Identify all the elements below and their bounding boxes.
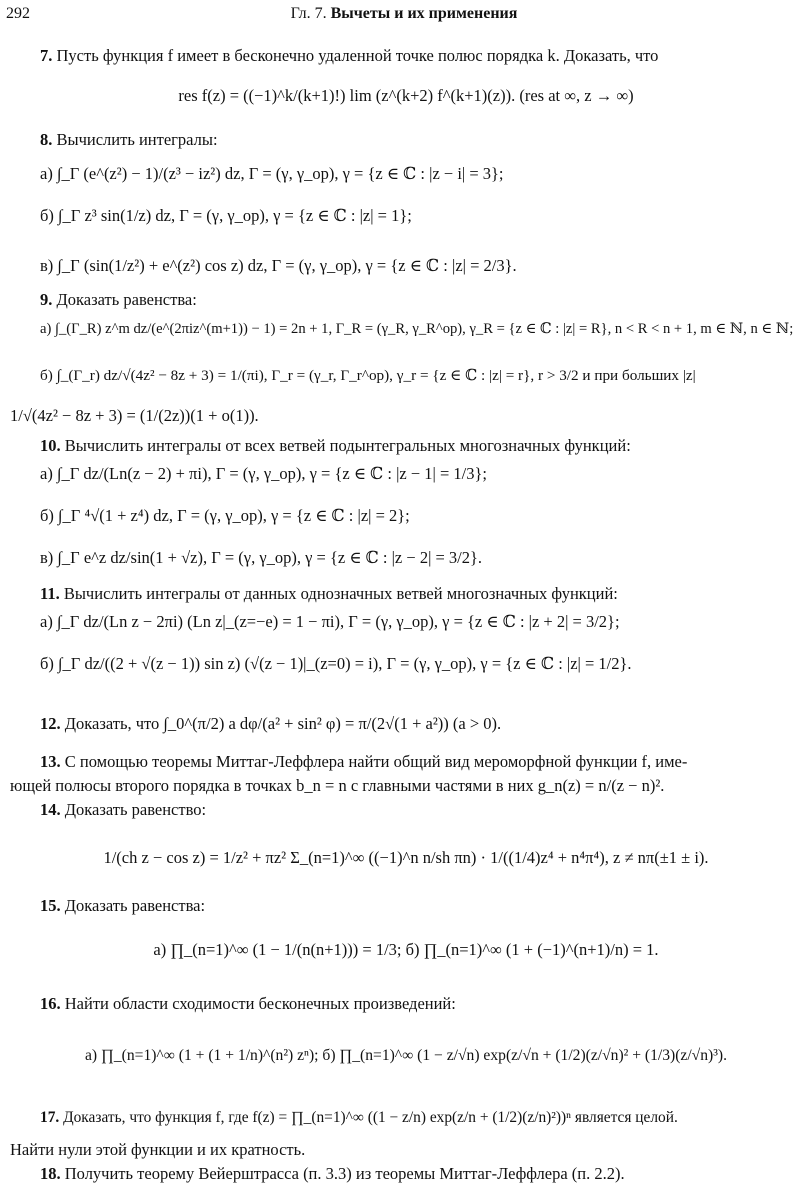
problem-16 xyxy=(0,994,812,1015)
formula: а) ∏_(n=1)^∞ (1 − 1/(n(n+1))) = 1/3; б) ∏_(n=1)^∞ (1 + (−1)^(n+1)/n) = 1. xyxy=(153,940,659,959)
formula: 1/(ch z − cos z) = 1/z² + πz² Σ_(n=1)^∞ ((−1)^n n/sh πn) · 1/((1/4)z⁴ + n⁴π⁴), z ≠ nπ(±1 ± i). xyxy=(103,848,709,867)
chapter-title: Вычеты и их применения xyxy=(330,5,518,22)
formula-item: б) ∫_Γ dz/((2 + √(z − 1)) sin z) (√(z − 1)|_(z=0) = i), Γ = (γ, γ_op), γ = {z ∈ ℂ : |z| = 1/2}. xyxy=(40,654,632,673)
problem-text: Доказать равенства: xyxy=(64,896,206,915)
formula: res f(z) = ((−1)^k/(k+1)!) lim (z^(k+2) f^(k+1)(z)). (res at ∞, z → ∞) xyxy=(178,86,634,105)
formula-item: б) ∫_Γ ⁴√(1 + z⁴) dz, Γ = (γ, γ_op), γ = {z ∈ ℂ : |z| = 2}; xyxy=(40,506,410,525)
problem-9 xyxy=(0,290,812,311)
problem-text: С помощью теоремы Миттаг-Леффлера найти общий вид мероморфной функции f, име- xyxy=(64,752,688,771)
problem-text: Пусть функция f имеет в бесконечно удаленной точке полюс порядка k. Доказать, что xyxy=(56,46,659,65)
problem-number: 12. xyxy=(40,714,61,733)
problem-15 xyxy=(0,896,812,917)
problem-text: Вычислить интегралы от данных однозначных ветвей многозначных функций: xyxy=(63,584,618,603)
formula: а) ∏_(n=1)^∞ (1 + (1 + 1/n)^(n²) zⁿ); б) ∏_(n=1)^∞ (1 − z/√n) exp(z/√n + (1/2)(z/√n)² + (1/3)(z/√n)³). xyxy=(85,1047,727,1064)
problem-number: 15. xyxy=(40,896,61,915)
page-header xyxy=(6,4,802,24)
problem-number: 18. xyxy=(40,1164,61,1183)
running-title xyxy=(6,4,802,24)
problem-text: Вычислить интегралы от всех ветвей подынтегральных многозначных функций: xyxy=(64,436,631,455)
page-number: 292 xyxy=(6,5,30,22)
problem-number: 9. xyxy=(40,290,53,309)
problem-number: 8. xyxy=(40,130,53,149)
problem-14 xyxy=(0,800,812,821)
problem-number: 17. xyxy=(40,1109,60,1126)
formula-item: а) ∫_Γ dz/(Ln(z − 2) + πi), Γ = (γ, γ_op), γ = {z ∈ ℂ : |z − 1| = 1/3}; xyxy=(40,464,488,483)
problem-number: 11. xyxy=(40,584,60,603)
problem-10 xyxy=(0,436,812,457)
problem-18 xyxy=(0,1164,812,1185)
formula-item: а) ∫_Γ dz/(Ln z − 2πi) (Ln z|_(z=−e) = 1 − πi), Γ = (γ, γ_op), γ = {z ∈ ℂ : |z + 2| = 3/2}; xyxy=(40,612,620,631)
problem-number: 13. xyxy=(40,752,61,771)
problem-8 xyxy=(0,130,812,151)
problem-text: Найти области сходимости бесконечных произведений: xyxy=(64,994,456,1013)
formula-item: б) ∫_(Γ_r) dz/√(4z² − 8z + 3) = 1/(πi), Γ_r = (γ_r, Γ_r^op), γ_r = {z ∈ ℂ : |z| = r}, r > 3/2 и при больших |z| xyxy=(40,367,696,384)
problem-17 xyxy=(0,1108,812,1127)
formula-item: а) ∫_(Γ_R) z^m dz/(e^(2πiz^(m+1)) − 1) = 2n + 1, Γ_R = (γ_R, γ_R^op), γ_R = {z ∈ ℂ : |z| = R}, n < R < n + 1, m ∈ ℕ, n ∈ ℕ; xyxy=(40,321,794,337)
formula-item: 1/√(4z² − 8z + 3) = (1/(2z))(1 + o(1)). xyxy=(10,406,259,425)
problem-7 xyxy=(0,46,812,67)
problem-text: Доказать равенство: xyxy=(64,800,207,819)
problem-text: Вычислить интегралы: xyxy=(56,130,218,149)
problem-continuation: Найти нули этой функции и их кратность. xyxy=(10,1140,306,1159)
problem-number: 16. xyxy=(40,994,61,1013)
problem-number: 10. xyxy=(40,436,61,455)
problem-number: 14. xyxy=(40,800,61,819)
formula-item: в) ∫_Γ (sin(1/z²) + e^(z²) cos z) dz, Γ = (γ, γ_op), γ = {z ∈ ℂ : |z| = 2/3}. xyxy=(40,256,517,275)
problem-number: 7. xyxy=(40,46,53,65)
chapter-number: Гл. 7. xyxy=(290,5,327,22)
problem-continuation: ющей полюсы второго порядка в точках b_n = n с главными частями в них g_n(z) = n/(z − n)². xyxy=(10,776,665,795)
formula-item: б) ∫_Γ z³ sin(1/z) dz, Γ = (γ, γ_op), γ = {z ∈ ℂ : |z| = 1}; xyxy=(40,206,412,225)
formula-item: в) ∫_Γ e^z dz/sin(1 + √z), Γ = (γ, γ_op), γ = {z ∈ ℂ : |z − 2| = 3/2}. xyxy=(40,548,483,567)
problem-text: Получить теорему Вейерштрасса (п. 3.3) из теоремы Миттаг-Леффлера (п. 2.2). xyxy=(64,1164,625,1183)
problem-13 xyxy=(0,752,812,773)
problem-12 xyxy=(0,714,812,735)
problem-11 xyxy=(0,584,812,605)
problem-text: Доказать, что ∫_0^(π/2) a dφ/(a² + sin² φ) = π/(2√(1 + a²)) (a > 0). xyxy=(64,714,502,733)
problem-text: Доказать равенства: xyxy=(56,290,197,309)
problem-text: Доказать, что функция f, где f(z) = ∏_(n=1)^∞ ((1 − z/n) exp(z/n + (1/2)(z/n)²))ⁿ является целой. xyxy=(63,1109,678,1126)
formula-item: а) ∫_Γ (e^(z²) − 1)/(z³ − iz²) dz, Γ = (γ, γ_op), γ = {z ∈ ℂ : |z − i| = 3}; xyxy=(40,164,504,183)
